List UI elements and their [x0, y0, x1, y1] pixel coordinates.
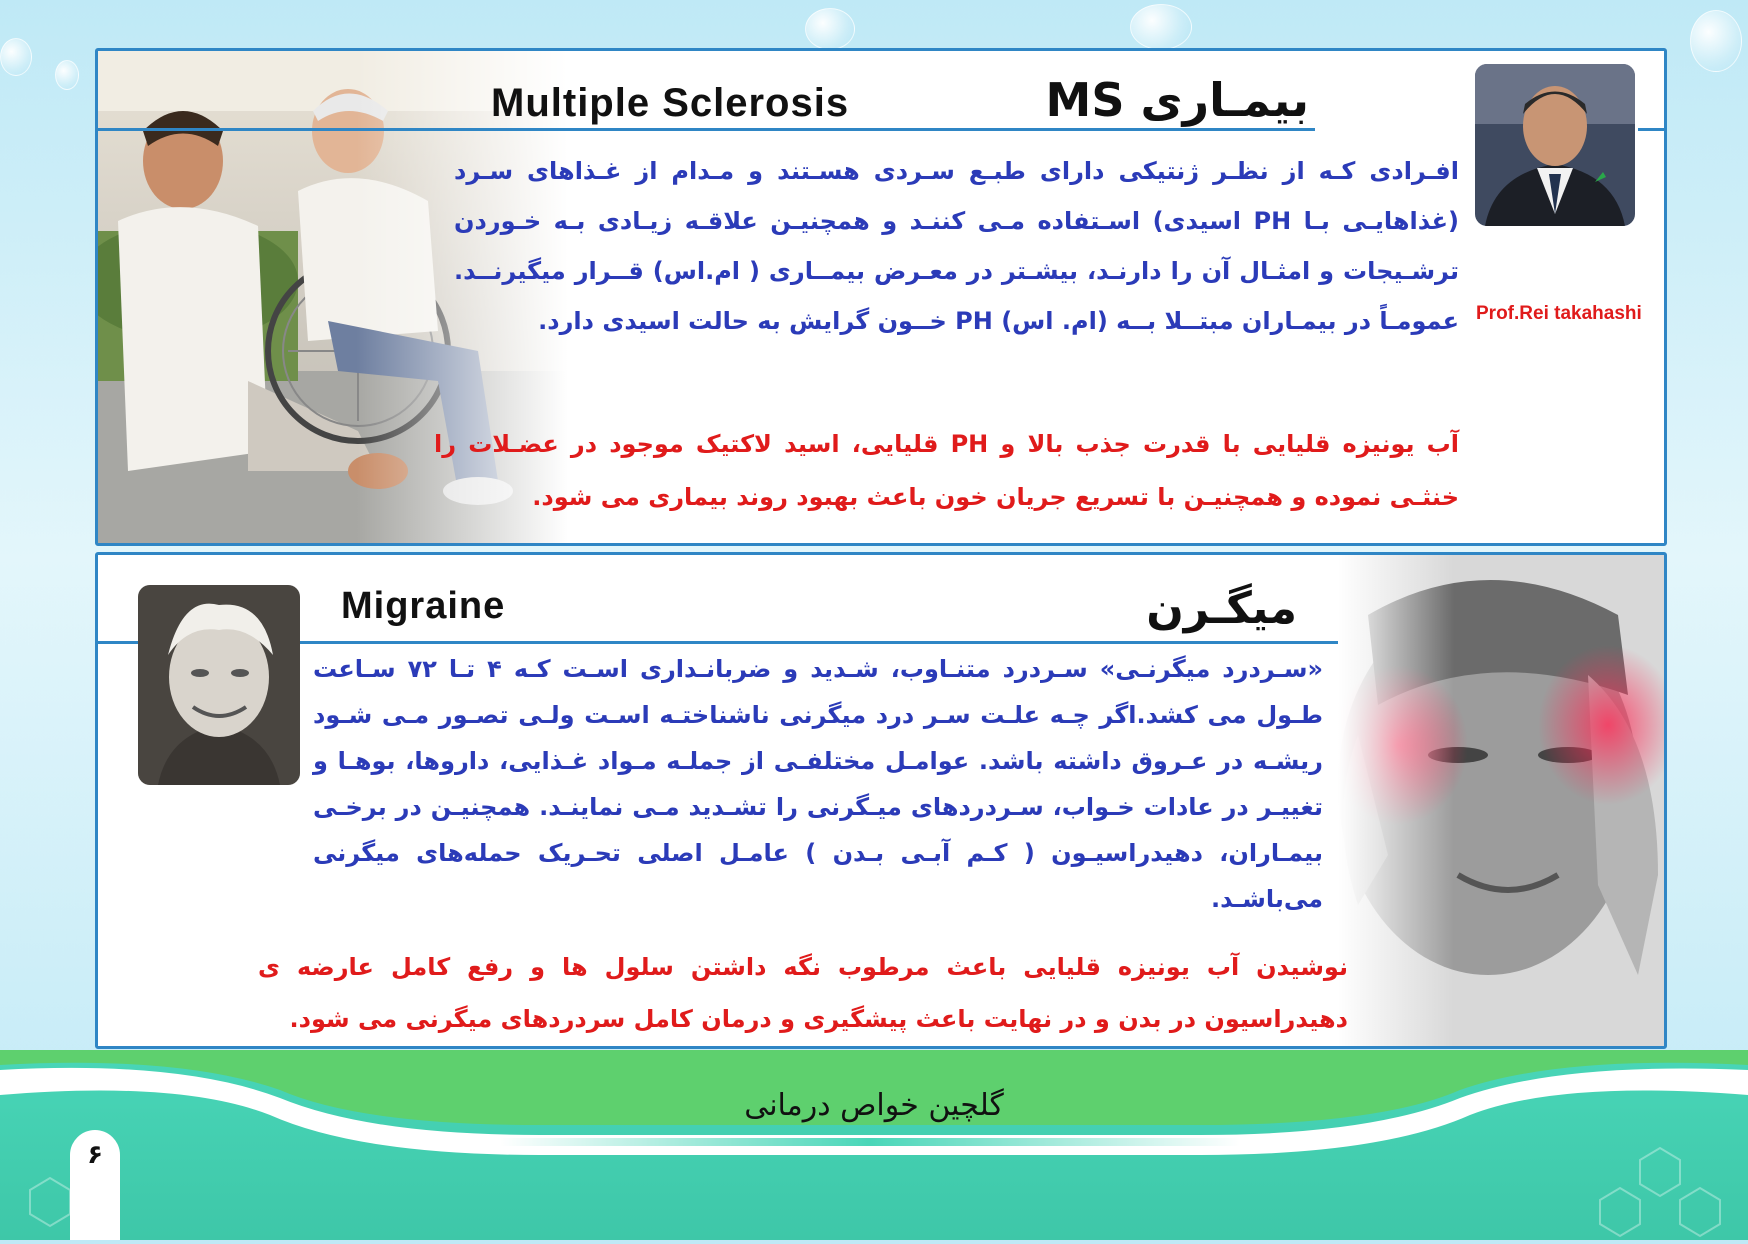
decor-bubble	[1690, 10, 1742, 72]
migraine-title-fa: میگـرن	[1146, 583, 1297, 634]
decor-bubble	[0, 38, 32, 76]
footer-title: گلچین خواص درمانی	[744, 1088, 1004, 1123]
ms-title-rule	[98, 128, 1315, 131]
page-number: ۶	[70, 1130, 120, 1240]
decor-bubble	[55, 60, 79, 90]
elderly-man-portrait	[138, 585, 300, 785]
footer-wave	[0, 1050, 1748, 1240]
decor-bubble	[805, 8, 855, 50]
ms-panel	[95, 48, 1667, 546]
portrait-caption: Prof.Rei takahashi	[1476, 303, 1642, 324]
migraine-title-en: Migraine	[341, 585, 506, 627]
ms-body-blue: افـرادی کـه از نظـر ژنتیکی دارای طبـع سـردی هسـتند و مـدام از غـذاهای سـرد (غذاهایـی بـا PH اسیدی) اسـتفاده مـی کننـد و همچنیـن علاقـه زیـادی بـه خـوردن ترشـیجات و امثـال آن را دارنـد، بیشـتر در معـرض بیمــاری ( ام.اس) قــرار میگیرنــد. عمومـاً در بیمـاران مبتــلا بــه (ام. اس) PH خــون گرایش به حالت اسیدی دارد.	[454, 157, 1459, 335]
ms-body-red: آب یونیزه قلیایی با قدرت جذب بالا و PH قلیایی، اسید لاکتیک موجود در عضـلات را خنثـی نموده و همچنیـن با تسریع جریان خون باعث بهبود روند بیماری می شود.	[434, 430, 1460, 511]
prof-takahashi-portrait	[1475, 64, 1635, 226]
decor-bubble	[1130, 4, 1192, 50]
ms-title-en: Multiple Sclerosis	[491, 81, 850, 125]
migraine-body-red: نوشیدن آب یونیزه قلیایی باعث مرطوب نگه داشتن سلول ها و رفع کامل عارضه ی دهیدراسیون در بدن و در نهایت باعث پیشگیری و درمان کامل سردردهای میگرنی می شود.	[258, 953, 1348, 1033]
ms-title-rule-right	[1638, 128, 1667, 131]
migraine-panel	[95, 552, 1667, 1049]
headache-man-photo	[1338, 555, 1667, 1046]
ms-title-fa: بیمـاری MS	[1045, 73, 1309, 127]
migraine-body-blue: «سـردرد میگرنـی» سـردرد متنـاوب، شـدید و ضربانـداری اسـت کـه ۴ تـا ۷۲ سـاعت طـول می کشد.اگر چـه علـت سـر درد میگرنی ناشناختـه اسـت ولـی تصـور مـی شـود ریشـه در عـروق داشته باشد. عوامـل مختلفـی از جملـه مـواد غـذایی، داروها، بوهـا و تغییـر در عادات خـواب، سـردردهای میـگرنی را تشـدید مـی نماینـد. همچنیـن در برخـی بیمـاران، دهیدراسیـون ( کـم آبـی بـدن ) عامـل اصلی تحـریک حمله‌های میگرنی می‌باشـد.	[313, 655, 1323, 913]
